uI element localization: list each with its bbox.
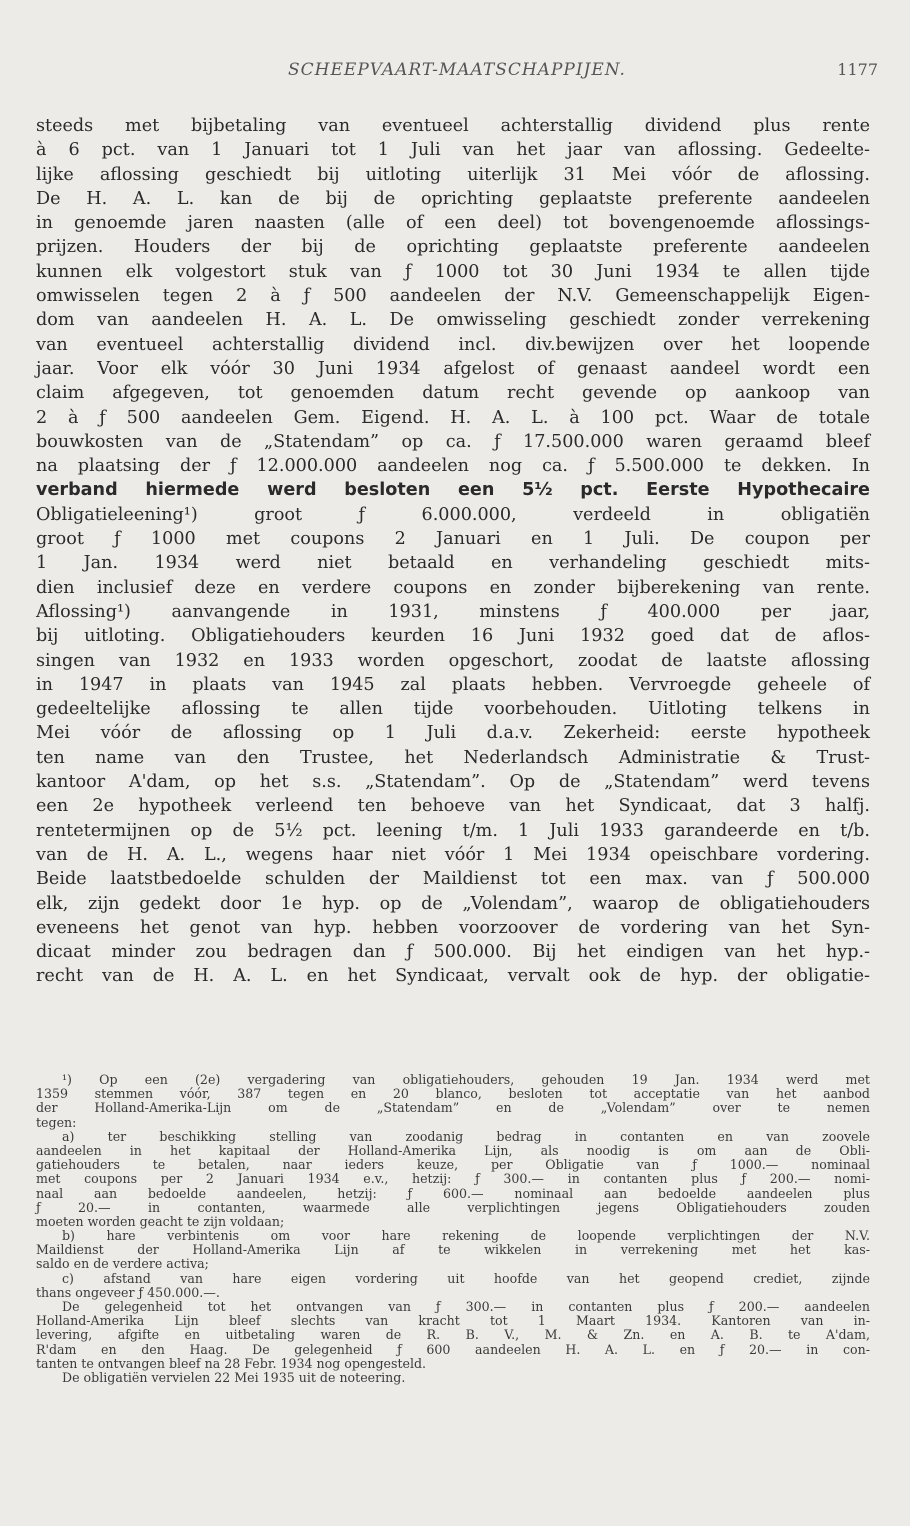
footnote-line: tanten te ontvangen bleef na 28 Febr. 1934 nog opengesteld. xyxy=(36,1355,427,1371)
page-header xyxy=(36,60,878,88)
body-line: in genoemde jaren naasten (alle of een deel) tot bovengenoemde aflossings- xyxy=(36,213,870,234)
body-line: Mei vóór de aflossing op 1 Juli d.a.v. Zekerheid: eerste hypotheek xyxy=(36,723,870,744)
footnote-line: R'dam en den Haag. De gelegenheid ƒ 600 aandeelen H. A. L. en ƒ 20.— in con- xyxy=(36,1341,870,1357)
body-line: recht van de H. A. L. en het Syndicaat, vervalt ook de hyp. der obligatie- xyxy=(36,966,870,987)
body-line: dien inclusief deze en verdere coupons en zonder bijberekening van rente. xyxy=(36,577,870,598)
footnote-line: aandeelen in het kapitaal der Holland-Amerika Lijn, als noodig is om aan de Obli- xyxy=(36,1142,870,1158)
body-text xyxy=(36,114,870,989)
body-line: ten name van den Trustee, het Nederlandsch Administratie & Trust- xyxy=(36,747,870,768)
body-line: Aflossing¹) aanvangende in 1931, minstens ƒ 400.000 per jaar, xyxy=(36,601,870,622)
footnote-line: a) ter beschikking stelling van zoodanig bedrag in contanten en van zoovele xyxy=(62,1128,870,1144)
footnote-line: b) hare verbintenis om voor hare rekening de loopende verplichtingen der N.V. xyxy=(62,1228,870,1244)
footnote-line: Holland-Amerika Lijn bleef slechts van kracht tot 1 Maart 1934. Kantoren van in- xyxy=(36,1313,870,1329)
body-line: gedeeltelijke aflossing te allen tijde voorbehouden. Uitloting telkens in xyxy=(36,699,870,720)
body-line: groot ƒ 1000 met coupons 2 Januari en 1 Juli. De coupon per xyxy=(36,529,870,550)
footnote-line: ¹) Op een (2e) vergadering van obligatiehouders, gehouden 19 Jan. 1934 werd met xyxy=(62,1072,870,1087)
footnote-line: De obligatiën vervielen 22 Mei 1935 uit de noteering. xyxy=(62,1369,406,1385)
footnote-line: ƒ 20.— in contanten, waarmede alle verplichtingen jegens Obligatiehouders zouden xyxy=(36,1199,870,1215)
footnote-line: De gelegenheid tot het ontvangen van ƒ 300.— in contanten plus ƒ 200.— aandeelen xyxy=(62,1299,870,1314)
footnote-line: c) afstand van hare eigen vordering uit hoofde van het geopend crediet, zijnde xyxy=(62,1270,870,1286)
footnote-line: der Holland-Amerika-Lijn om de „Statendam” en de „Volendam” over te nemen xyxy=(36,1100,870,1116)
body-line: kunnen elk volgestort stuk van ƒ 1000 tot 30 Juni 1934 te allen tijde xyxy=(36,261,870,282)
footnote-line: tegen: xyxy=(36,1114,77,1130)
body-line: dicaat minder zou bedragen dan ƒ 500.000. Bij het eindigen van het hyp.- xyxy=(36,942,870,963)
running-title: SCHEEPVAART-MAATSCHAPPIJEN. xyxy=(288,60,626,80)
footnote-line: levering, afgifte en uitbetaling waren de R. B. V., M. & Zn. en A. B. te A'dam, xyxy=(36,1327,870,1343)
body-line: bij uitloting. Obligatiehouders keurden 16 Juni 1932 goed dat de aflos- xyxy=(36,626,870,647)
body-line: dom van aandeelen H. A. L. De omwisseling geschiedt zonder verrekening xyxy=(36,310,870,331)
page-number: 1177 xyxy=(837,60,878,79)
footnote-line: gatiehouders te betalen, naar ieders keuze, per Obligatie van ƒ 1000.— nominaal xyxy=(36,1157,870,1173)
body-line: in 1947 in plaats van 1945 zal plaats hebben. Vervroegde geheele of xyxy=(36,674,870,695)
body-line: singen van 1932 en 1933 worden opgeschort, zoodat de laatste aflossing xyxy=(36,650,870,671)
body-line: Beide laatstbedoelde schulden der Maildienst tot een max. van ƒ 500.000 xyxy=(36,869,870,890)
body-line: claim afgegeven, tot genoemden datum recht gevende op aankoop van xyxy=(36,383,870,404)
body-line: van de H. A. L., wegens haar niet vóór 1 Mei 1934 opeischbare vordering. xyxy=(36,844,870,865)
body-line: 1 Jan. 1934 werd niet betaald en verhandeling geschiedt mits- xyxy=(36,553,870,574)
footnote-line: naal aan bedoelde aandeelen, hetzij: ƒ 600.— nominaal aan bedoelde aandeelen plus xyxy=(36,1185,870,1201)
footnotes xyxy=(36,1073,870,1385)
loan-heading-line: Obligatieleening¹) groot ƒ 6.000.000, verdeeld in obligatiën xyxy=(36,504,870,525)
footnote-line: moeten worden geacht te zijn voldaan; xyxy=(36,1213,285,1229)
body-line: rentetermijnen op de 5½ pct. leening t/m. 1 Juli 1933 garandeerde en t/b. xyxy=(36,820,870,841)
body-line: van eventueel achterstallig dividend incl. div.bewijzen over het loopende xyxy=(36,334,870,355)
body-line: 2 à ƒ 500 aandeelen Gem. Eigend. H. A. L. à 100 pct. Waar de totale xyxy=(36,407,870,428)
body-line: steeds met bijbetaling van eventueel achterstallig dividend plus rente xyxy=(36,116,870,136)
body-line: à 6 pct. van 1 Januari tot 1 Juli van het jaar van aflossing. Gedeelte- xyxy=(36,140,870,161)
body-line: prijzen. Houders der bij de oprichting geplaatste preferente aandeelen xyxy=(36,237,870,258)
loan-heading-line: verband hiermede werd besloten een 5½ pct. Eerste Hypothecaire xyxy=(36,480,870,501)
footnote-line: saldo en de verdere activa; xyxy=(36,1256,209,1272)
footnote-line: thans ongeveer ƒ 450.000.—. xyxy=(36,1284,220,1300)
footnote-line: met coupons per 2 Januari 1934 e.v., hetzij: ƒ 300.— in contanten plus ƒ 200.— nomi- xyxy=(36,1171,870,1187)
footnote-line: Maildienst der Holland-Amerika Lijn af te wikkelen in verrekening met het kas- xyxy=(36,1242,870,1258)
body-line: na plaatsing der ƒ 12.000.000 aandeelen nog ca. ƒ 5.500.000 te dekken. In xyxy=(36,456,870,477)
body-line: een 2e hypotheek verleend ten behoeve van het Syndicaat, dat 3 halfj. xyxy=(36,796,870,817)
body-line: eveneens het genot van hyp. hebben voorzoover de vordering van het Syn- xyxy=(36,917,870,938)
body-line: lijke aflossing geschiedt bij uitloting uiterlijk 31 Mei vóór de aflossing. xyxy=(36,164,870,185)
body-line: kantoor A'dam, op het s.s. „Statendam”. Op de „Statendam” werd tevens xyxy=(36,772,870,793)
footnote-line: 1359 stemmen vóór, 387 tegen en 20 blanco, besloten tot acceptatie van het aanbod xyxy=(36,1086,870,1102)
body-line: jaar. Voor elk vóór 30 Juni 1934 afgelost of genaast aandeel wordt een xyxy=(36,358,870,379)
body-line: De H. A. L. kan de bij de oprichting geplaatste preferente aandeelen xyxy=(36,188,870,209)
body-line: bouwkosten van de „Statendam” op ca. ƒ 17.500.000 waren geraamd bleef xyxy=(36,431,870,452)
body-line: omwisselen tegen 2 à ƒ 500 aandeelen der N.V. Gemeenschappelijk Eigen- xyxy=(36,286,870,307)
body-line: elk, zijn gedekt door 1e hyp. op de „Volendam”, waarop de obligatiehouders xyxy=(36,893,870,914)
